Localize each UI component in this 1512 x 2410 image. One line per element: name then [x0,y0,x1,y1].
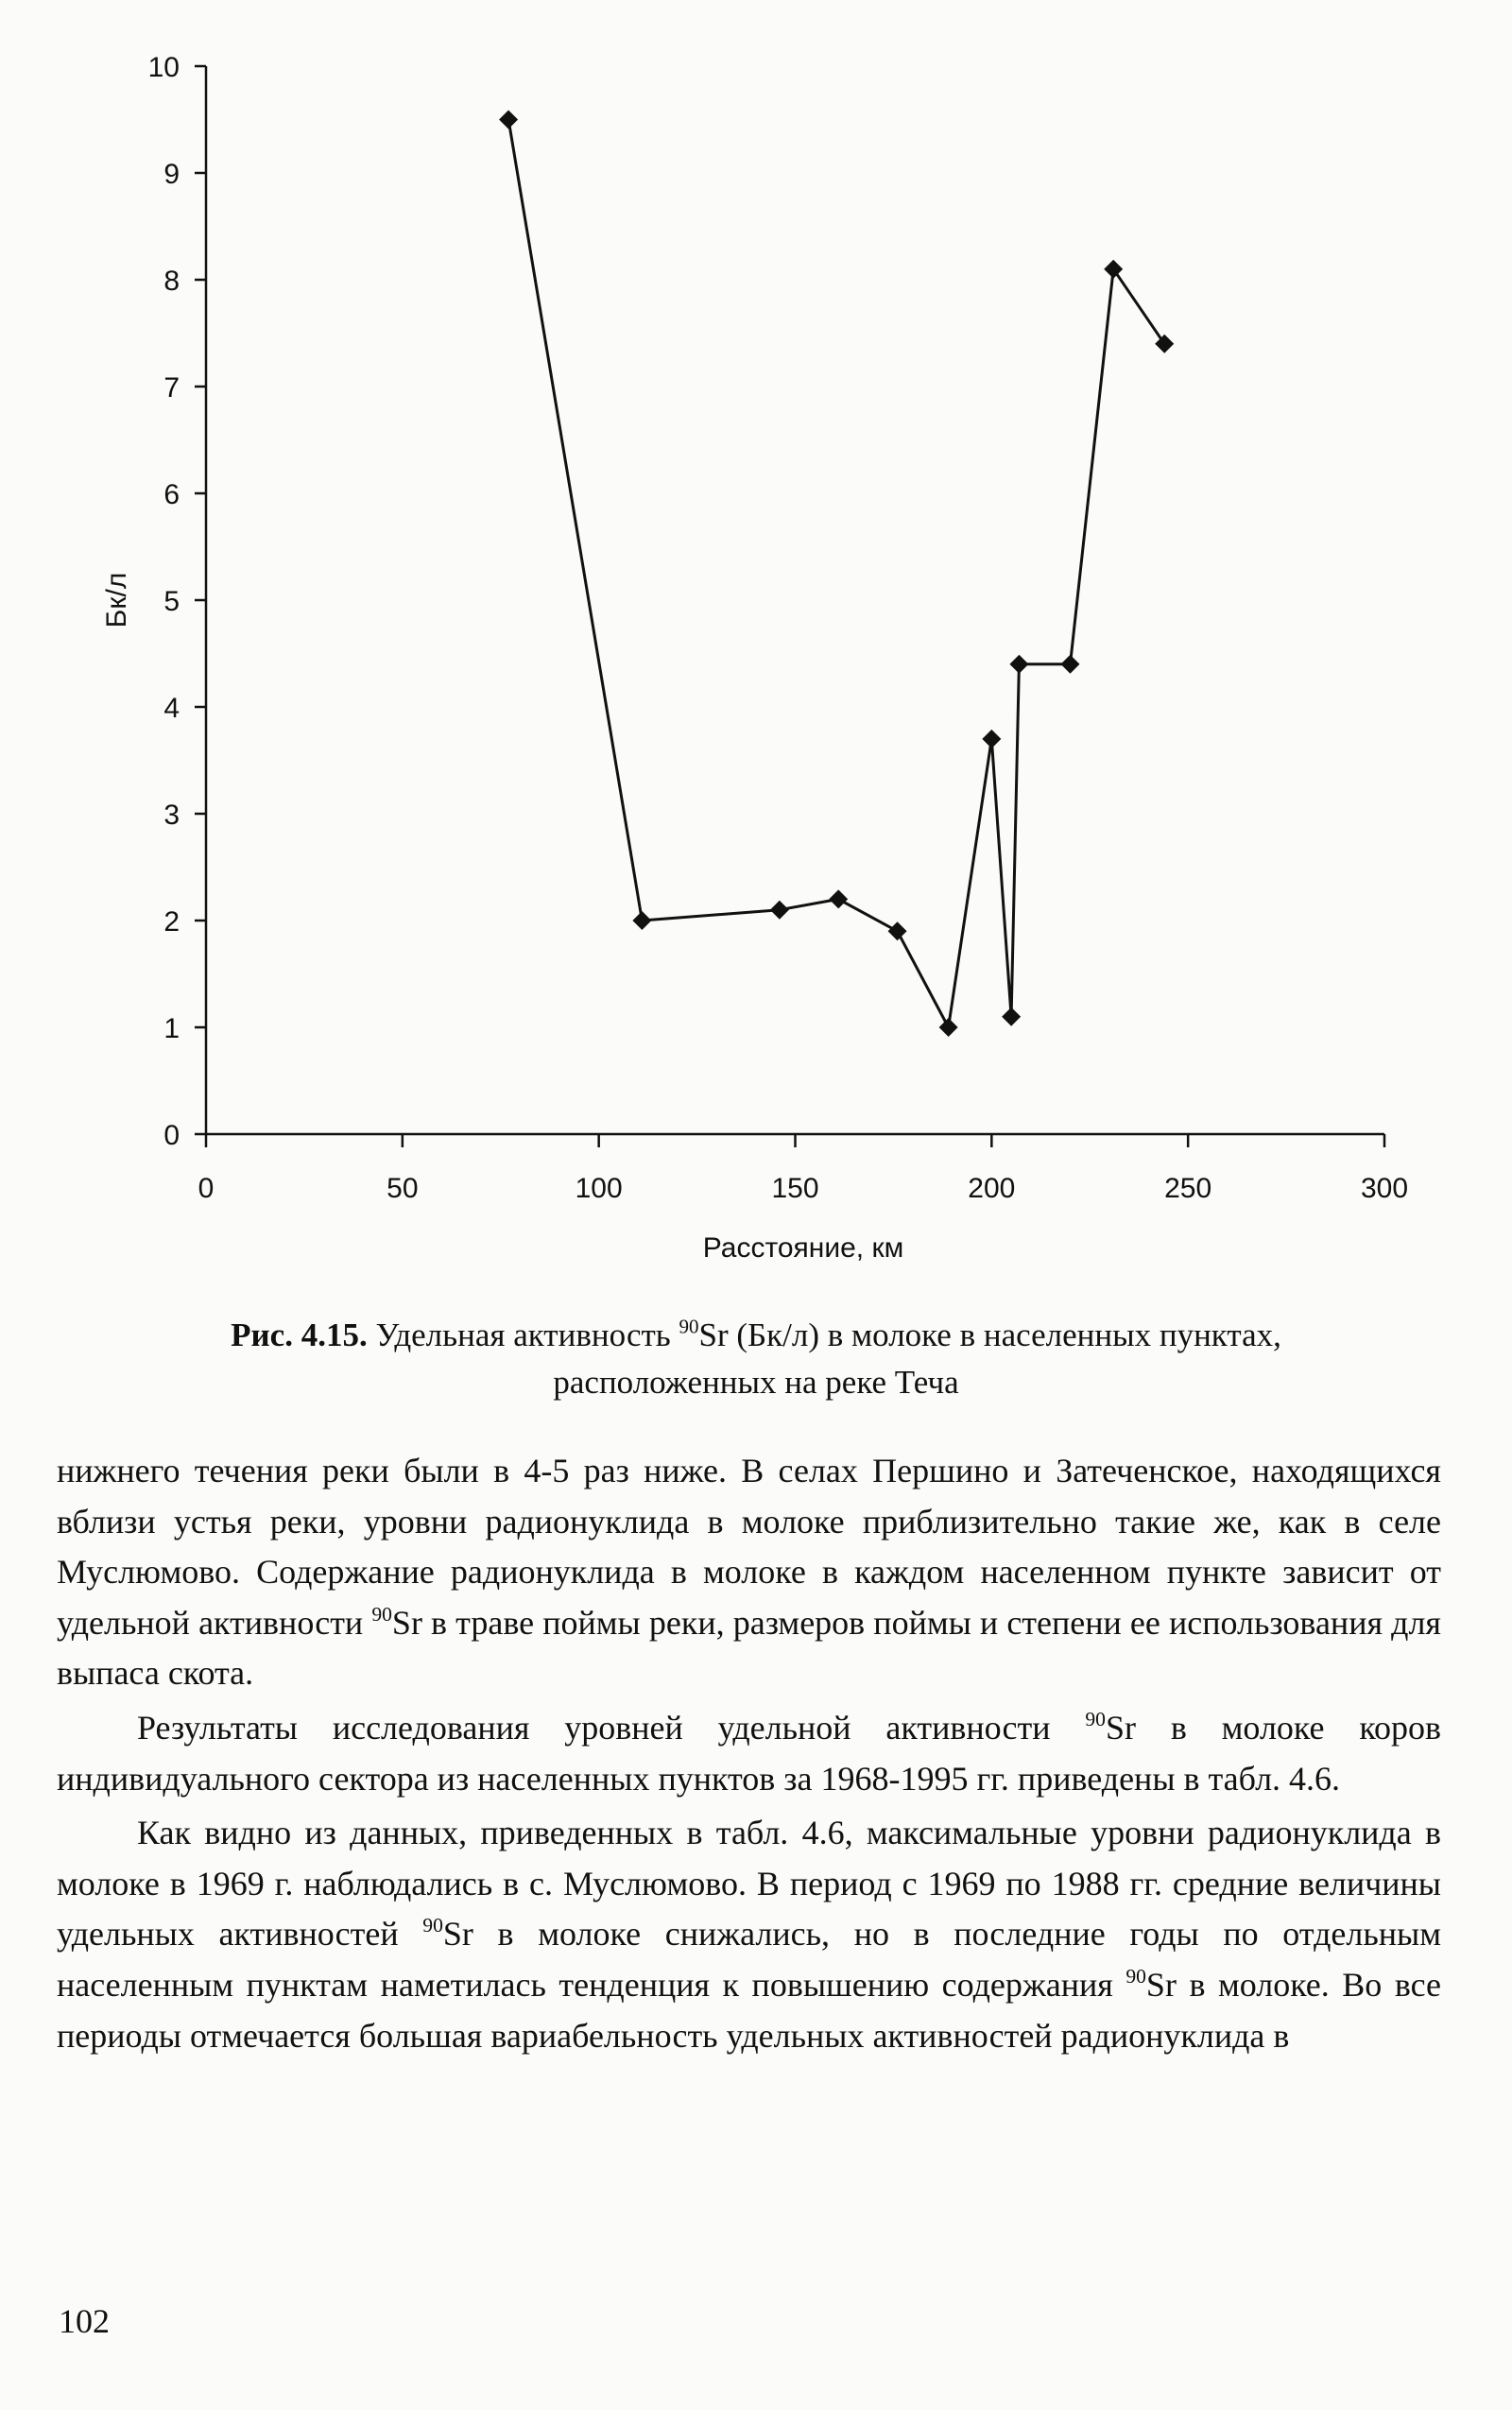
x-tick-label: 150 [771,1173,819,1204]
x-tick-label: 100 [575,1173,623,1204]
y-tick-label: 3 [163,800,180,831]
y-tick-label: 6 [163,479,180,510]
paragraph-1 [57,1446,1441,1699]
y-tick-label: 10 [147,52,180,83]
isotope-mass: 90 [1085,1707,1106,1730]
y-tick-label: 4 [163,693,180,724]
paragraph-3-text: Как видно из данных, приведенных в табл. 4.6, максимальные уровни радионуклида в молоке в 1969 г. наблюдались в с. Муслюмово. В период с 1969 по 1988 гг. средние величины удельных активностей [57,1814,1441,1954]
isotope-mass: 90 [371,1602,392,1626]
series-line [508,120,1164,1028]
caption-isotope-mass: 90 [679,1315,699,1338]
data-point [1009,655,1028,674]
y-tick-label: 1 [163,1013,180,1044]
page-number: 102 [59,2302,110,2340]
paragraph-1-text: нижнего течения реки были в 4-5 раз ниже. В селах Першино и Затеченское, находящихся вблизи устья реки, уровни радионуклида в молоке приблизительно такие же, как в селе Муслюмово. Содержание радионуклида в молоке в каждом населенном пункте зависит от удельной активности [57,1452,1441,1642]
data-point [632,911,651,930]
y-tick-label: 8 [163,266,180,297]
chart-axes [206,66,1384,1134]
data-point [1155,335,1174,353]
figure-label: Рис. 4.15. [231,1317,368,1353]
isotope-mass: 90 [1125,1964,1146,1988]
data-point [829,889,848,908]
y-tick-label: 9 [163,159,180,190]
paragraph-2-text-cont: Sr в молоке коров индивидуального сектора из населенных пунктов за 1968-1995 гг. приведены в табл. 4.6. [57,1708,1441,1798]
caption-line-2: расположенных на реке Теча [553,1364,959,1401]
paragraph-2 [57,1703,1441,1804]
data-point [1060,655,1079,674]
data-point [770,901,789,920]
x-axis-label: Расстояние, км [702,1232,904,1264]
paragraph-2-text: Результаты исследования уровней удельной активности [137,1708,1086,1747]
data-point [939,1018,958,1037]
paragraph-1-text-cont: Sr в траве поймы реки, размеров поймы и степени ее использования для выпаса скота. [57,1603,1441,1693]
data-point [888,921,907,940]
body-text [57,1446,1441,2065]
figure-caption [57,1312,1455,1406]
caption-text: Удельная активность [367,1317,679,1353]
data-point [1104,260,1123,279]
x-tick-label: 200 [968,1173,1016,1204]
x-tick-label: 50 [387,1173,419,1204]
paragraph-3-text-cont: Sr в молоке снижались, но в последние годы по отдельным населенным пунктам наметилась тенденция к повышению содержания [57,1915,1441,2004]
y-tick-label: 2 [163,906,180,938]
chart-series [499,111,1174,1038]
chart-ticks [148,52,1408,1204]
paragraph-3-text-end: Sr в молоке. Во все периоды отмечается большая вариабельность удельных активностей радионуклида в [57,1965,1441,2055]
data-point [1002,1007,1021,1026]
y-tick-label: 7 [163,372,180,404]
y-tick-label: 5 [163,586,180,617]
y-tick-label: 0 [163,1120,180,1151]
data-point [982,730,1001,749]
caption-text-cont: Sr (Бк/л) в молоке в населенных пунктах, [698,1317,1281,1353]
paragraph-3 [57,1808,1441,2061]
x-tick-label: 300 [1360,1173,1409,1204]
data-point [499,111,518,129]
x-tick-label: 250 [1164,1173,1212,1204]
x-tick-label: 0 [198,1173,215,1204]
y-axis-label: Бк/л [101,572,132,628]
isotope-mass: 90 [422,1914,443,1937]
